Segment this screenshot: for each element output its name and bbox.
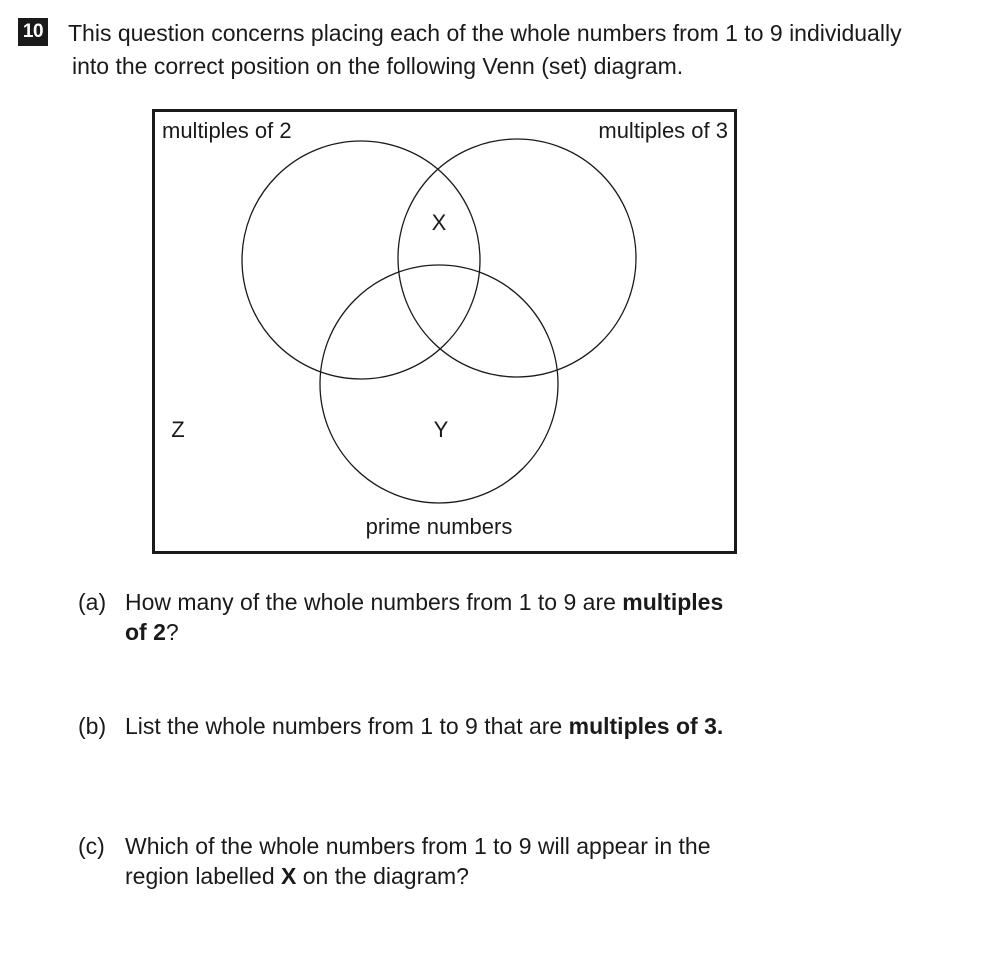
question-number: 10: [18, 18, 48, 46]
region-y-label: Y: [433, 417, 449, 442]
part-a-text: How many of the whole numbers from 1 to 9 are multiples of 2?: [125, 589, 724, 645]
intro-line-2: into the correct position on the following Venn (set) diagram.: [72, 53, 684, 79]
circle-prime-numbers: [320, 265, 558, 503]
label-multiples-of-3: multiples of 3: [598, 118, 728, 143]
universal-set-box: [154, 111, 736, 553]
part-b-text: List the whole numbers from 1 to 9 that are multiples of 3.: [125, 713, 724, 739]
part-a-label: (a): [78, 589, 107, 615]
region-x-label: X: [431, 210, 447, 235]
label-prime-numbers: prime numbers: [365, 514, 513, 539]
circle-multiples-of-3: [398, 139, 636, 377]
label-multiples-of-2: multiples of 2: [162, 118, 292, 143]
part-c-text: Which of the whole numbers from 1 to 9 will appear in the region labelled X on the diagram?: [125, 833, 711, 889]
circle-multiples-of-2: [242, 141, 480, 379]
intro-line-1: This question concerns placing each of the whole numbers from 1 to 9 individually: [68, 20, 902, 46]
part-c-label: (c): [78, 833, 105, 859]
region-z-label: Z: [171, 417, 185, 442]
part-b-label: (b): [78, 713, 107, 739]
